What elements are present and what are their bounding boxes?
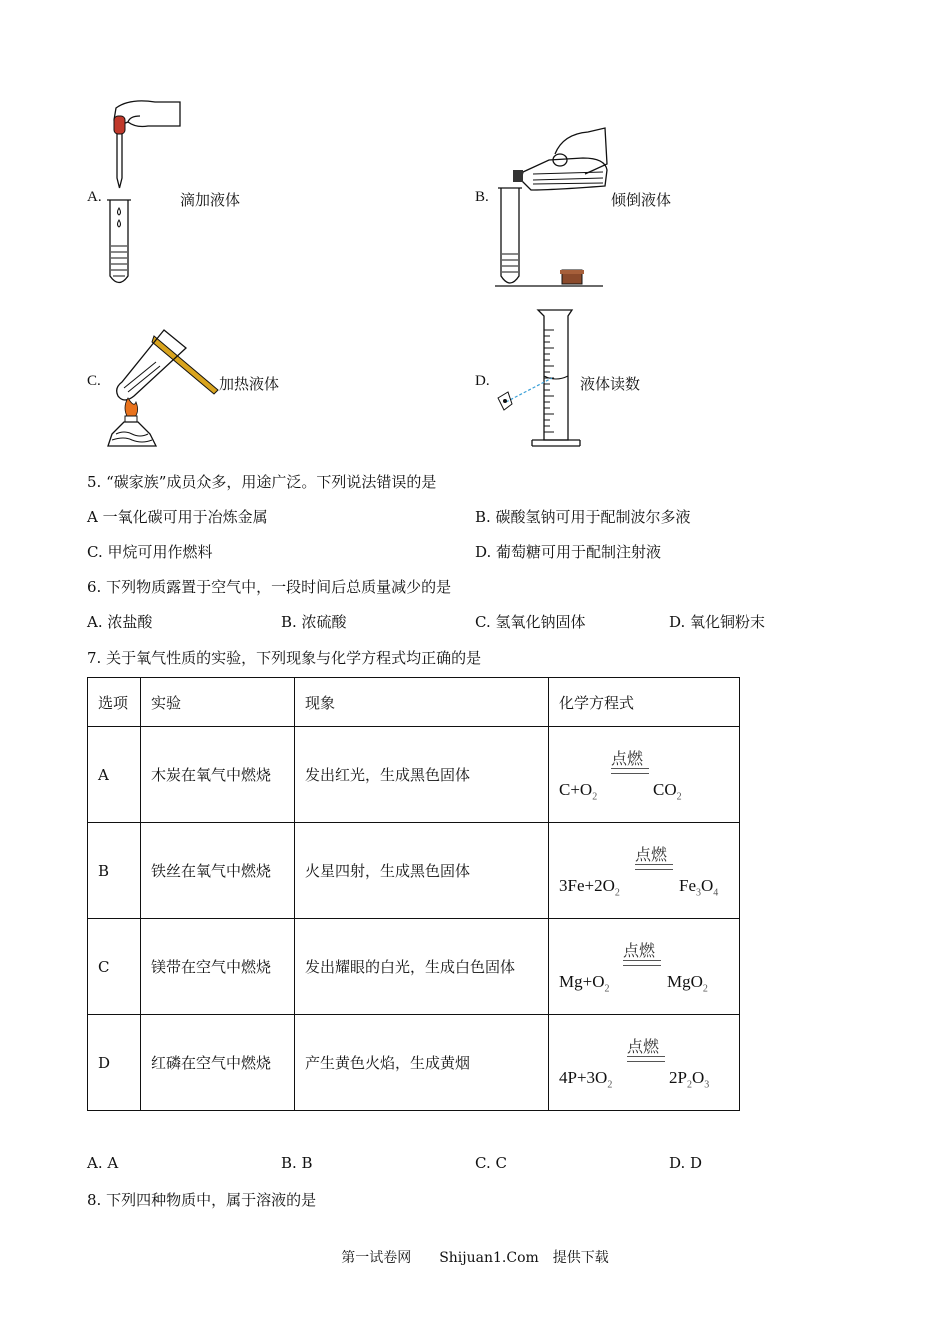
option-b-letter: B. <box>475 189 489 205</box>
row-option: D <box>88 1015 141 1111</box>
row-phenomenon: 发出耀眼的白光，生成白色固体 <box>295 919 549 1015</box>
q7-option-a: A. A <box>87 1154 119 1172</box>
equation-products: MgO$_2$ <box>667 971 708 994</box>
q6-option-a: A. 浓盐酸 <box>87 613 153 631</box>
equation-reactants: $C+O_2$ <box>559 779 598 802</box>
equation-products: $CO_2$ <box>653 779 682 802</box>
equation-equals-sign <box>623 960 661 966</box>
row-option: B <box>88 823 141 919</box>
equation-reactants: $Mg+O_2$ <box>559 971 610 994</box>
reaction-condition: 点燃 <box>623 940 656 960</box>
graduated-cylinder-illustration <box>492 306 582 452</box>
equation-equals-sign <box>611 768 649 774</box>
q6-option-b: B. 浓硫酸 <box>281 613 347 631</box>
header-equation: 化学方程式 <box>549 678 740 727</box>
equation-equals-sign <box>627 1056 665 1062</box>
q7-option-c: C. C <box>475 1154 507 1172</box>
option-a-text: 滴加液体 <box>180 191 241 209</box>
q7-option-b: B. B <box>281 1154 313 1172</box>
page-footer: 第一试卷网 Shijuan1.Com 提供下载 <box>341 1250 609 1266</box>
q5-option-c: C. 甲烷可用作燃料 <box>87 543 213 561</box>
q5-option-a: A 一氧化碳可用于冶炼金属 <box>87 508 268 526</box>
row-equation <box>549 727 740 823</box>
row-equation <box>549 823 740 919</box>
equation-equals-sign <box>635 864 673 870</box>
option-d-text: 液体读数 <box>580 375 641 393</box>
pouring-illustration <box>493 124 613 292</box>
table-row <box>88 727 740 823</box>
equation-products: $Fe_3O_4$ <box>679 875 719 898</box>
q7-stem: 7. 关于氧气性质的实验，下列现象与化学方程式均正确的是 <box>87 649 482 667</box>
q6-stem: 6. 下列物质露置于空气中，一段时间后总质量减少的是 <box>87 578 452 596</box>
q6-option-c: C. 氢氧化钠固体 <box>475 613 586 631</box>
row-option: A <box>88 727 141 823</box>
q8-stem: 8. 下列四种物质中，属于溶液的是 <box>87 1191 317 1209</box>
equation-reactants: $3Fe+2O_2$ <box>559 875 620 898</box>
table-row <box>88 919 740 1015</box>
row-phenomenon: 产生黄色火焰，生成黄烟 <box>295 1015 549 1111</box>
table-header-row <box>88 678 740 727</box>
row-experiment: 镁带在空气中燃烧 <box>141 919 295 1015</box>
row-option: C <box>88 919 141 1015</box>
reaction-condition: 点燃 <box>611 748 644 768</box>
q5-stem: 5. “碳家族”成员众多，用途广泛。下列说法错误的是 <box>87 473 437 491</box>
option-c-text: 加热液体 <box>219 375 280 393</box>
equation-products: $2P_2O_3$ <box>669 1067 710 1090</box>
q5-option-b: B. 碳酸氢钠可用于配制波尔多液 <box>475 508 691 526</box>
table-row <box>88 823 740 919</box>
reaction-condition: 点燃 <box>635 844 668 864</box>
header-option: 选项 <box>88 678 141 727</box>
q7-table <box>87 677 740 1111</box>
header-experiment: 实验 <box>141 678 295 727</box>
option-d-letter: D. <box>475 373 490 389</box>
row-experiment: 木炭在氧气中燃烧 <box>141 727 295 823</box>
header-phenomenon: 现象 <box>295 678 549 727</box>
q6-option-d: D. 氧化铜粉末 <box>669 613 766 631</box>
option-c-letter: C. <box>87 373 101 389</box>
heating-illustration <box>102 322 222 454</box>
row-phenomenon: 发出红光，生成黑色固体 <box>295 727 549 823</box>
row-experiment: 红磷在空气中燃烧 <box>141 1015 295 1111</box>
row-equation <box>549 1015 740 1111</box>
row-phenomenon: 火星四射，生成黑色固体 <box>295 823 549 919</box>
option-b-text: 倾倒液体 <box>611 191 672 209</box>
row-experiment: 铁丝在氧气中燃烧 <box>141 823 295 919</box>
q5-option-d: D. 葡萄糖可用于配制注射液 <box>475 543 662 561</box>
dropper-illustration <box>100 96 190 292</box>
option-a-letter: A. <box>87 189 102 205</box>
equation-reactants: $4P+3O_2$ <box>559 1067 613 1090</box>
table-row <box>88 1015 740 1111</box>
q7-option-d: D. D <box>669 1154 703 1172</box>
row-equation <box>549 919 740 1015</box>
reaction-condition: 点燃 <box>627 1036 660 1056</box>
